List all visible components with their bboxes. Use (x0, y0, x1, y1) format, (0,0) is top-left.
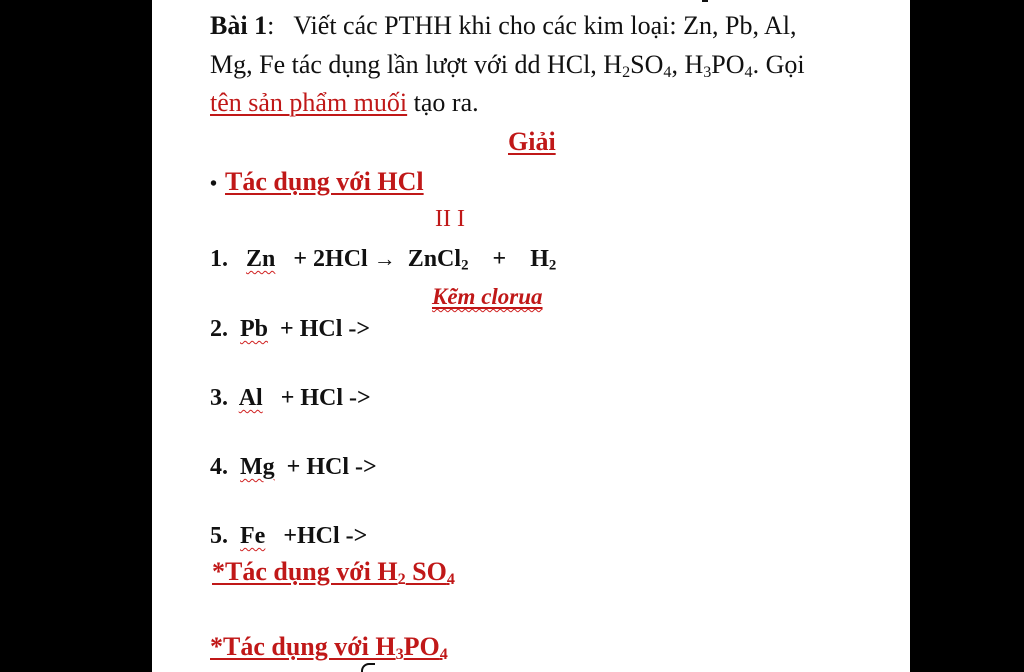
h3po4-section-heading (210, 632, 448, 662)
exercise-line-2 (210, 50, 805, 80)
equation-1 (210, 244, 556, 274)
h3po4-sub-2: 4 (439, 646, 448, 664)
exercise-text-3: tạo ra. (407, 88, 479, 117)
salt-name-prompt: tên sản phẩm muối (210, 88, 408, 117)
page-bottom-artifact (361, 663, 375, 672)
product-formula: ZnCl (407, 246, 462, 272)
equation-number: 3. (210, 385, 228, 411)
h2so4-heading-mid: SO (405, 557, 447, 586)
exercise-sub-3: 3 (703, 64, 712, 82)
h3po4-heading-mid: PO (403, 632, 440, 661)
metal-formula: Zn (246, 246, 276, 272)
exercise-line-3 (210, 88, 479, 118)
exercise-text-2d: PO (711, 50, 745, 79)
exercise-text-2a: Mg, Fe tác dụng lần lượt với dd HCl, H (210, 50, 623, 79)
product-name-label (432, 282, 543, 312)
gas-subscript: 2 (548, 257, 557, 274)
exercise-text-1: Viết các PTHH khi cho các kim loại: Zn, Pb, Al, (293, 11, 797, 40)
reaction-text: + HCl -> (280, 385, 371, 411)
h3po4-sub-1: 3 (395, 646, 404, 664)
equation-number: 2. (210, 316, 228, 342)
reaction-text: + HCl -> (286, 454, 377, 480)
equation-number: 5. (210, 523, 228, 549)
exercise-line-1 (210, 11, 797, 41)
plus-sign: + (492, 246, 507, 272)
exercise-sub-2: 4 (663, 64, 672, 82)
equation-number: 1. (210, 246, 228, 272)
exercise-sub-1: 2 (622, 64, 631, 82)
h2so4-section-heading (212, 557, 455, 587)
equation-4 (210, 452, 377, 482)
h2so4-sub-2: 4 (446, 571, 455, 589)
equation-number: 4. (210, 454, 228, 480)
h3po4-heading-text: *Tác dụng với H (210, 632, 396, 661)
reaction-text: + HCl -> (280, 316, 371, 342)
arrow-icon: → (373, 246, 396, 271)
metal-formula: Pb (240, 316, 269, 342)
exercise-text-2e: . Gọi (752, 50, 805, 79)
hcl-section-heading (210, 167, 424, 199)
exercise-sub-4: 4 (744, 64, 753, 82)
exercise-text-2b: SO (630, 50, 664, 79)
equation-3 (210, 383, 371, 413)
solution-heading: Giải (508, 127, 556, 156)
page-top-artifact (702, 0, 708, 2)
equation-2 (210, 314, 370, 344)
reaction-text: +HCl -> (283, 523, 368, 549)
document-page (152, 0, 910, 672)
exercise-text-2c: , H (671, 50, 704, 79)
equation-5 (210, 521, 367, 551)
hcl-heading-text: Tác dụng với HCl (225, 167, 424, 196)
h2so4-heading-text: *Tác dụng với H (212, 557, 398, 586)
product-subscript: 2 (461, 257, 469, 274)
metal-formula: Mg (240, 454, 275, 480)
gas-formula: H (530, 246, 549, 272)
reactant: + 2HCl (293, 246, 368, 272)
metal-formula: Al (238, 385, 263, 411)
exercise-label-suffix: : (267, 11, 275, 40)
exercise-label: Bài 1 (210, 11, 268, 40)
bullet-icon: • (210, 173, 218, 195)
product-name-text: Kẽm clorua (432, 284, 543, 309)
valence-note: II I (435, 206, 465, 232)
metal-formula: Fe (240, 523, 266, 549)
h2so4-sub-1: 2 (397, 571, 406, 589)
